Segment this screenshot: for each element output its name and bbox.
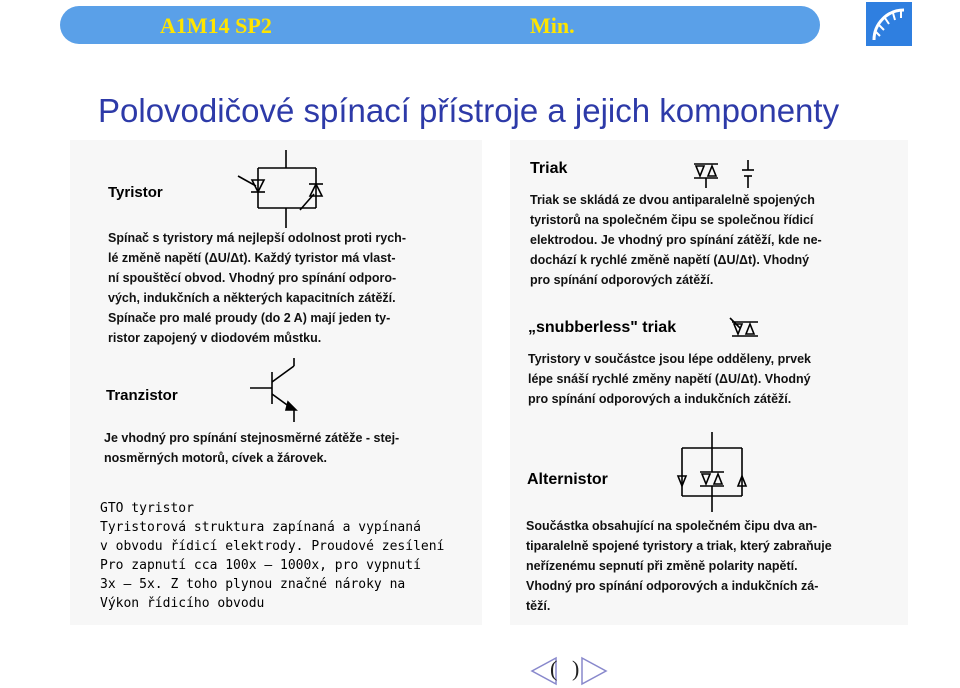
text-line: Součástka obsahující na společném čipu dva an- [526, 519, 818, 533]
tyristor-heading: Tyristor [108, 184, 163, 201]
text-line: ní spouštěcí obvod. Vhodný pro spínání odporo- [108, 271, 397, 285]
gto-description [100, 499, 490, 613]
text-line: Spínače pro malé proudy (do 2 A) mají jeden ty- [108, 311, 391, 325]
course-code: A1M14 SP2 [160, 13, 272, 38]
page-title: Polovodičové spínací přístroje a jejich komponenty [98, 92, 840, 129]
nav-right-paren: ) [572, 656, 580, 681]
mode-label: Min. [530, 13, 575, 38]
text-line: v obvodu řídicí elektrody. Proudové zesílení [100, 539, 445, 554]
text-line: Tyristory v součástce jsou lépe odděleny, prvek [528, 352, 811, 366]
tranzistor-description [104, 428, 399, 468]
text-line: Vhodný pro spínání odporových a indukčních zá- [526, 579, 819, 593]
text-line: pro spínání odporových zátěží. [530, 273, 714, 287]
text-line: Triak se skládá ze dvou antiparalelně spojených [530, 193, 815, 207]
text-line: lé změně napětí (ΔU/Δt). Každý tyristor má vlast- [108, 251, 396, 265]
text-line: tiparalelně spojené tyristory a triak, který zabraňuje [526, 539, 832, 553]
text-line: elektrodou. Je vhodný pro spínání zátěží, kde ne- [530, 233, 822, 247]
nav-left-paren: ( [550, 656, 558, 681]
snubberless-description [528, 349, 811, 409]
text-line: Je vhodný pro spínání stejnosměrné zátěže - stej- [104, 431, 400, 445]
alternistor-icon [676, 432, 756, 512]
text-line: Tyristorová struktura zapínaná a vypínaná [100, 520, 421, 535]
triak-description [530, 190, 822, 290]
triac-icon [692, 158, 772, 190]
nav-next-icon[interactable] [580, 656, 610, 686]
text-line: lépe snáší rychlé změny napětí (ΔU/Δt). Vhodný [528, 372, 811, 386]
snubberless-heading: „snubberless" triak [528, 319, 677, 336]
text-line: tyristorů na společném čipu se společnou řídicí [530, 213, 814, 227]
tranzistor-heading: Tranzistor [106, 387, 178, 404]
text-line: GTO tyristor [100, 501, 194, 516]
alternistor-description [526, 516, 832, 616]
tyristor-description [108, 228, 406, 348]
text-line: Spínač s tyristory má nejlepší odolnost proti rych- [108, 231, 406, 245]
text-line: dochází k rychlé změně napětí (ΔU/Δt). Vhodný [530, 253, 810, 267]
header-bar [60, 6, 820, 44]
text-line: Pro zapnutí cca 100x – 1000x, pro vypnutí [100, 558, 421, 573]
text-line: 3x – 5x. Z toho plynou značné nároky na [100, 577, 406, 592]
logo-icon [866, 2, 912, 46]
text-line: nosměrných motorů, cívek a žárovek. [104, 451, 328, 465]
triak-heading: Triak [530, 160, 568, 177]
transistor-icon [250, 358, 310, 422]
text-line: neřízenému sepnutí při změně polarity napětí. [526, 559, 798, 573]
text-line: ristor zapojený v diodovém můstku. [108, 331, 322, 345]
text-line: těží. [526, 599, 551, 613]
alternistor-heading: Alternistor [527, 471, 608, 488]
thyristor-pair-icon [238, 150, 328, 230]
snubberless-triac-icon [728, 314, 764, 344]
text-line: pro spínání odporových a indukčních zátěží. [528, 392, 792, 406]
text-line: vých, indukčních a některých kapacitních zátěží. [108, 291, 396, 305]
text-line: Výkon řídicího obvodu [100, 596, 265, 611]
